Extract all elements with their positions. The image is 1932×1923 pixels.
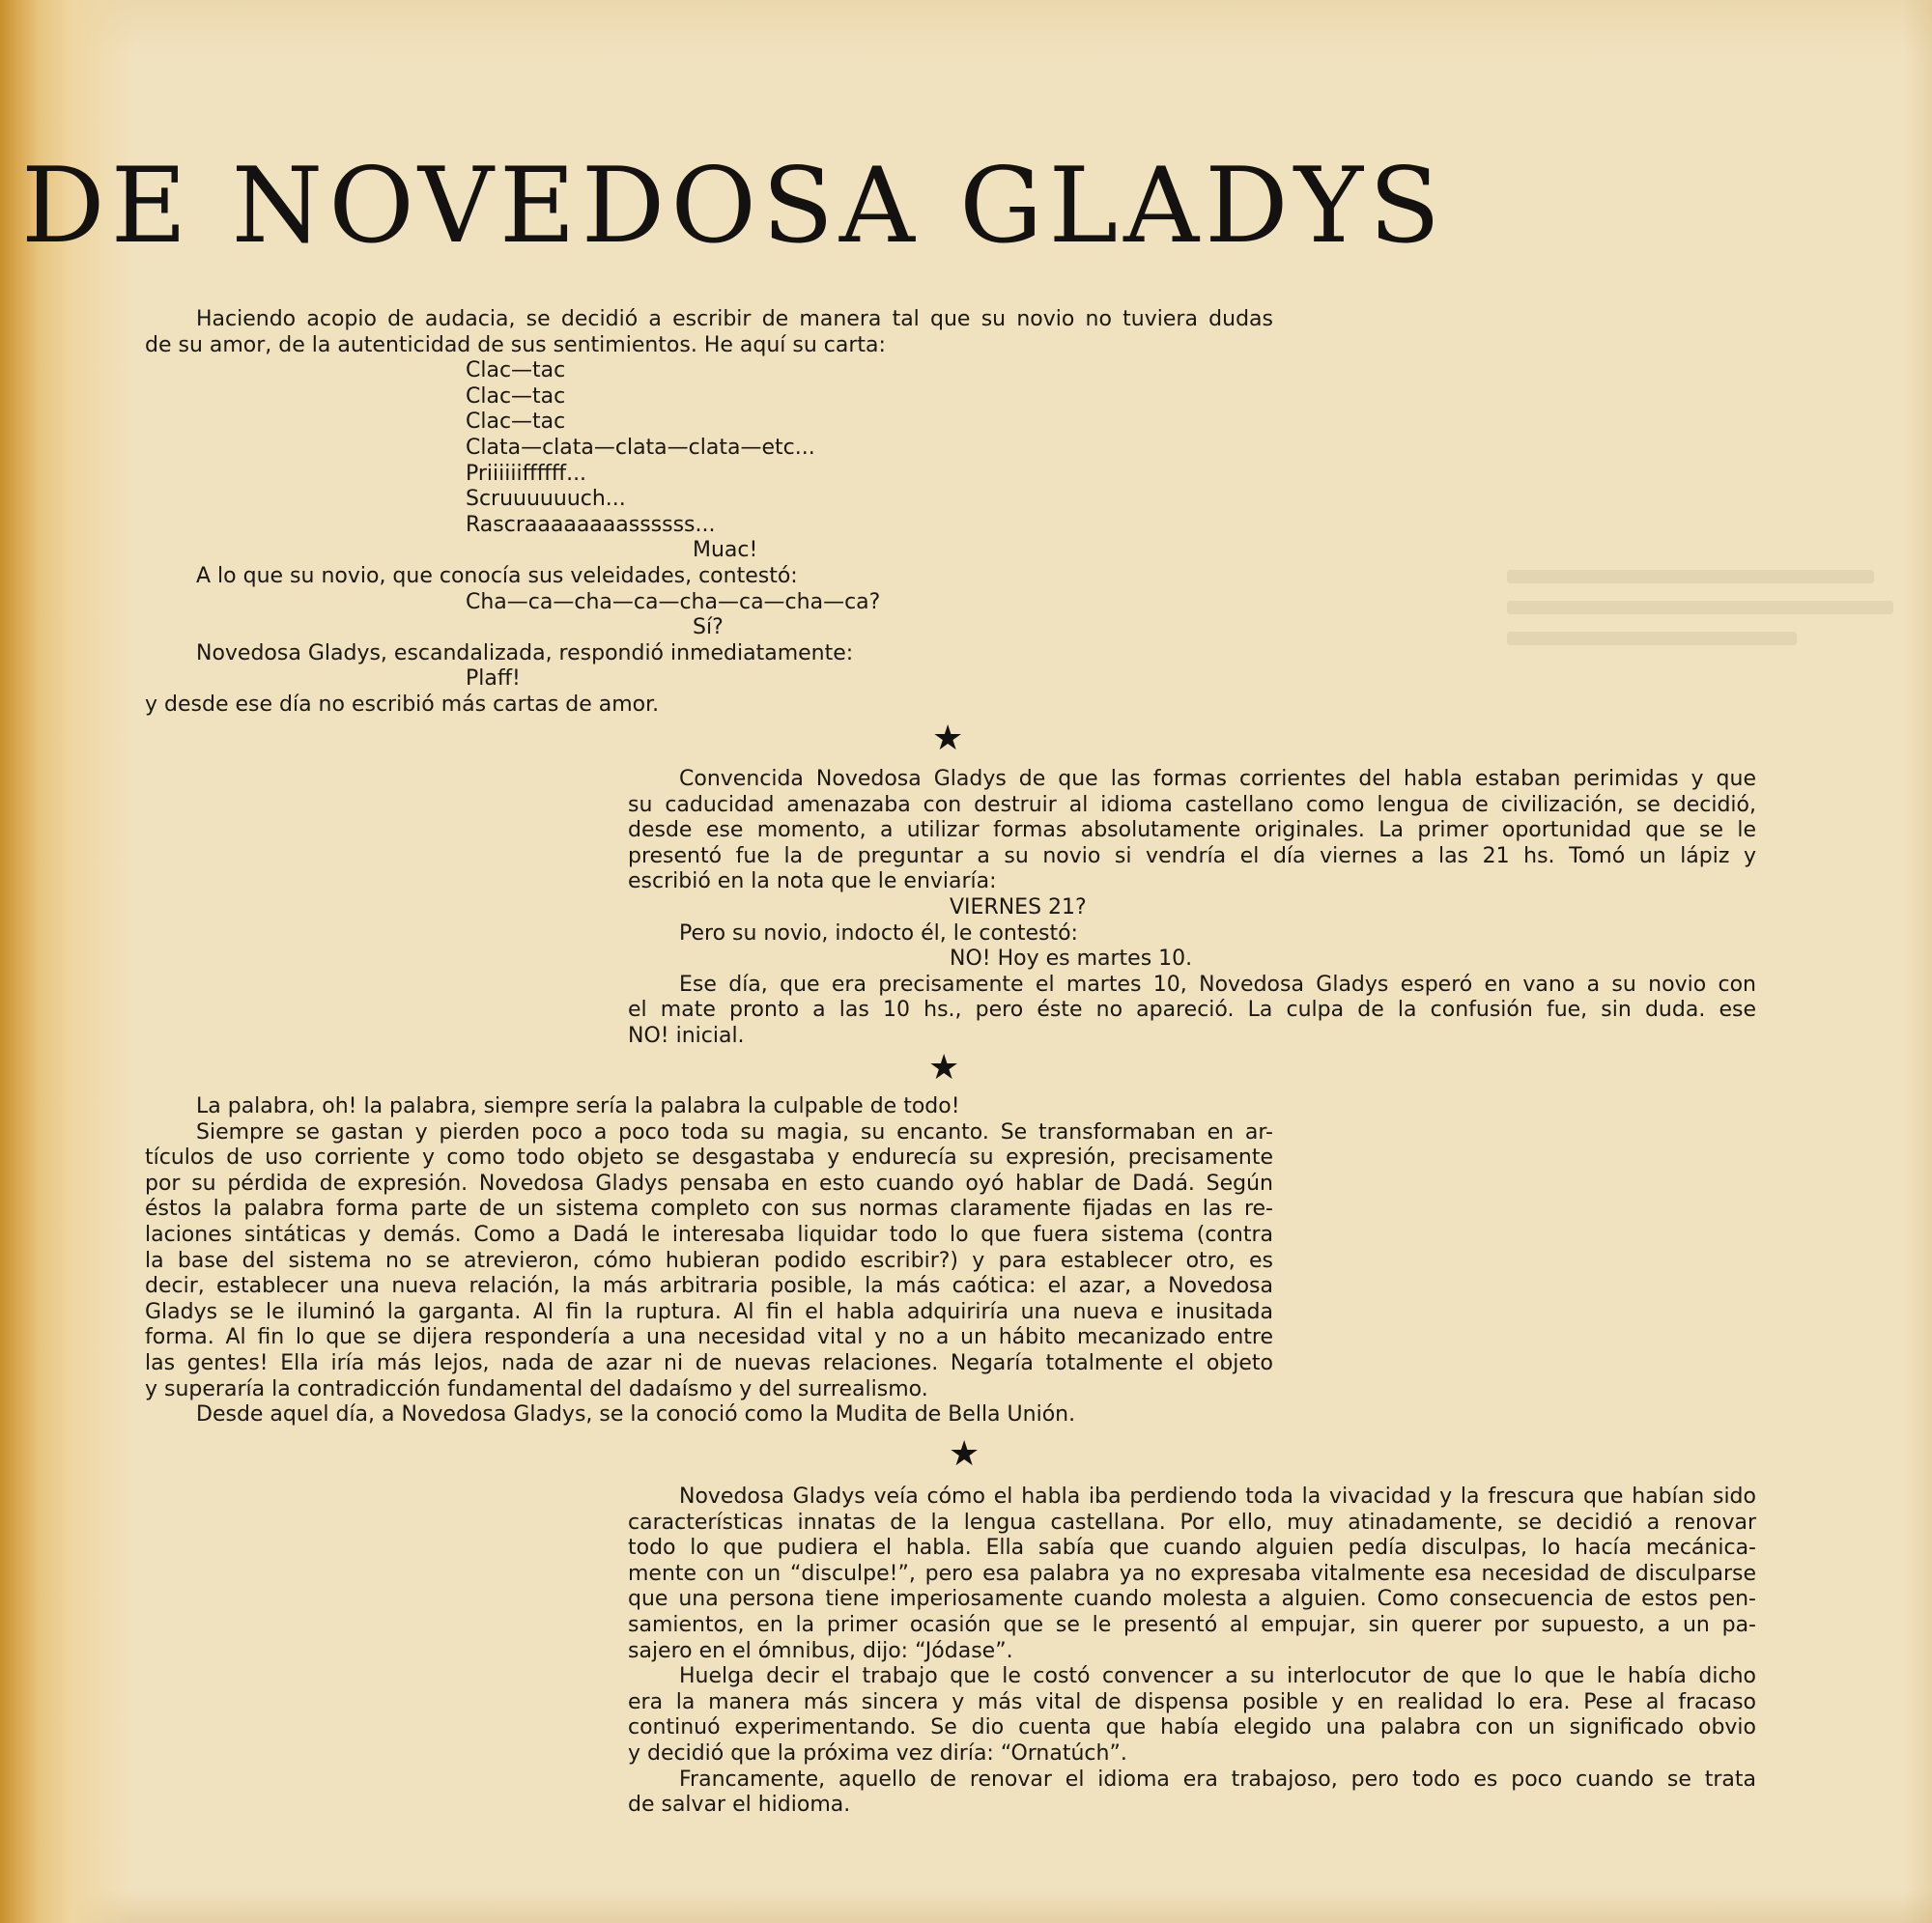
text-line: Desde aquel día, a Novedosa Gladys, se la conoció como la Mudita de Bella Unión. [196,1402,1076,1428]
text-line: Muac! [693,538,758,563]
text-line: NO! inicial. [628,1023,745,1048]
text-line: Scruuuuuuch... [466,487,626,512]
text-line: Haciendo acopio de audacia, se decidió a escribir de manera tal que su novio no tuviera dudas [196,307,1273,331]
text-line: características innatas de la lengua castellana. Por ello, muy atinadamente, se decidió a renovar [628,1510,1756,1535]
text-line: Gladys se le iluminó la garganta. Al fin la ruptura. Al fin el habla adquiriría una nueva e inusitada [145,1299,1273,1324]
text-line: Clac—tac [466,383,566,409]
text-line: la base del sistema no se atrevieron, cómo hubieran podido escribir?) y para establecer otro, es [145,1248,1273,1273]
page-title: DE NOVEDOSA GLADYS [21,146,1447,267]
text-line: Huelga decir el trabajo que le costó convencer a su interlocutor de que lo que le había dicho [679,1664,1756,1689]
text-line: Novedosa Gladys veía cómo el habla iba perdiendo toda la vivacidad y la frescura que habían sido [679,1485,1756,1509]
text-line: presentó fue la de preguntar a su novio si vendría el día viernes a las 21 hs. Tomó un lápiz y [628,843,1756,868]
text-line: sajero en el ómnibus, dijo: “Jódase”. [628,1638,1013,1663]
text-line: Convencida Novedosa Gladys de que las formas corrientes del habla estaban perimidas y que [679,767,1756,791]
text-line: Clac—tac [466,358,566,383]
text-line: VIERNES 21? [950,894,1087,919]
text-line: las gentes! Ella iría más lejos, nada de azar ni de nuevas relaciones. Negaría totalmente el objeto [145,1350,1273,1375]
text-line: Siempre se gastan y pierden poco a poco toda su magia, su encanto. Se transformaban en ar- [196,1119,1273,1145]
text-line: forma. Al fin lo que se dijera respondería a una necesidad vital y no a un hábito mecanizado entre [145,1325,1273,1350]
text-line: Cha—ca—cha—ca—cha—ca—cha—ca? [466,589,881,614]
text-line: Clac—tac [466,410,566,435]
text-line: continuó experimentando. Se dio cuenta que había elegido una palabra con un significado obvio [628,1715,1756,1740]
text-line: que una persona tiene imperiosamente cuando molesta a alguien. Como consecuencia de estos pen- [628,1587,1756,1612]
text-line: NO! Hoy es martes 10. [950,947,1193,972]
letter-section [145,307,1273,719]
text-line: y desde ese día no escribió más cartas de amor. [145,692,660,717]
text-line: Novedosa Gladys, escandalizada, respondió inmediatamente: [196,640,854,665]
text-line: era la manera más sincera y más vital de dispensa posible y en realidad lo era. Pese al fracaso [628,1689,1756,1714]
text-line: Ese día, que era precisamente el martes 10, Novedosa Gladys esperó en vano a su novio con [679,972,1756,997]
star-divider: ★ [928,1048,960,1088]
text-line: éstos la palabra forma parte de un sistema completo con sus normas claramente fijadas en las re- [145,1197,1273,1222]
viernes-section [628,767,1756,1050]
text-line: laciones sintáticas y demás. Como a Dadá le interesaba liquidar todo lo que fuera sistema (contra [145,1222,1273,1247]
text-line: Plaff! [466,666,521,692]
text-line: de su amor, de la autenticidad de sus sentimientos. He aquí su carta: [145,332,886,357]
text-line: de salvar el hidioma. [628,1793,851,1818]
disculpe-section [628,1485,1756,1819]
text-line: su caducidad amenazaba con destruir al idioma castellano como lengua de civilización, se decidió, [628,792,1756,817]
text-line: escribió en la nota que le enviaría: [628,869,997,894]
text-line: decir, establecer una nueva relación, la más arbitraria posible, la más caótica: el azar, a Novedosa [145,1274,1273,1299]
text-line: el mate pronto a las 10 hs., pero éste no apareció. La culpa de la confusión fue, sin duda. ese [628,998,1756,1023]
text-line: y decidió que la próxima vez diría: “Ornatúch”. [628,1740,1127,1766]
dada-section [145,1094,1273,1428]
text-line: samientos, en la primer ocasión que se le presentó al empujar, sin querer por supuesto, a un pa- [628,1612,1756,1637]
show-through-text [1507,570,1913,676]
text-line: Clata—clata—clata—clata—etc... [466,435,815,460]
text-line: desde ese momento, a utilizar formas absolutamente originales. La primer oportunidad que se le [628,818,1756,843]
text-line: mente con un “disculpe!”, pero esa palabra ya no expresaba vitalmente esa necesidad de disculparse [628,1561,1756,1586]
text-line: A lo que su novio, que conocía sus veleidades, contestó: [196,563,798,588]
text-line: Francamente, aquello de renovar el idioma era trabajoso, pero todo es poco cuando se trata [679,1767,1756,1792]
text-line: Priiiiiiffffff... [466,461,587,486]
text-line: Rascraaaaaaaassssss... [466,512,716,537]
text-line: todo lo que pudiera el habla. Ella sabía que cuando alguien pedía disculpas, lo hacía mecánica- [628,1536,1756,1561]
text-line: por su pérdida de expresión. Novedosa Gladys pensaba en esto cuando oyó hablar de Dadá. Según [145,1171,1273,1196]
text-line: Pero su novio, indocto él, le contestó: [679,920,1078,946]
text-line: La palabra, oh! la palabra, siempre sería la palabra la culpable de todo! [196,1094,960,1118]
text-line: tículos de uso corriente y como todo objeto se desgastaba y endurecía su expresión, precisamente [145,1145,1273,1171]
text-line: y superaría la contradicción fundamental del dadaísmo y del surrealismo. [145,1376,928,1401]
star-divider: ★ [932,719,964,758]
star-divider: ★ [949,1434,980,1474]
text-line: Sí? [693,615,724,640]
